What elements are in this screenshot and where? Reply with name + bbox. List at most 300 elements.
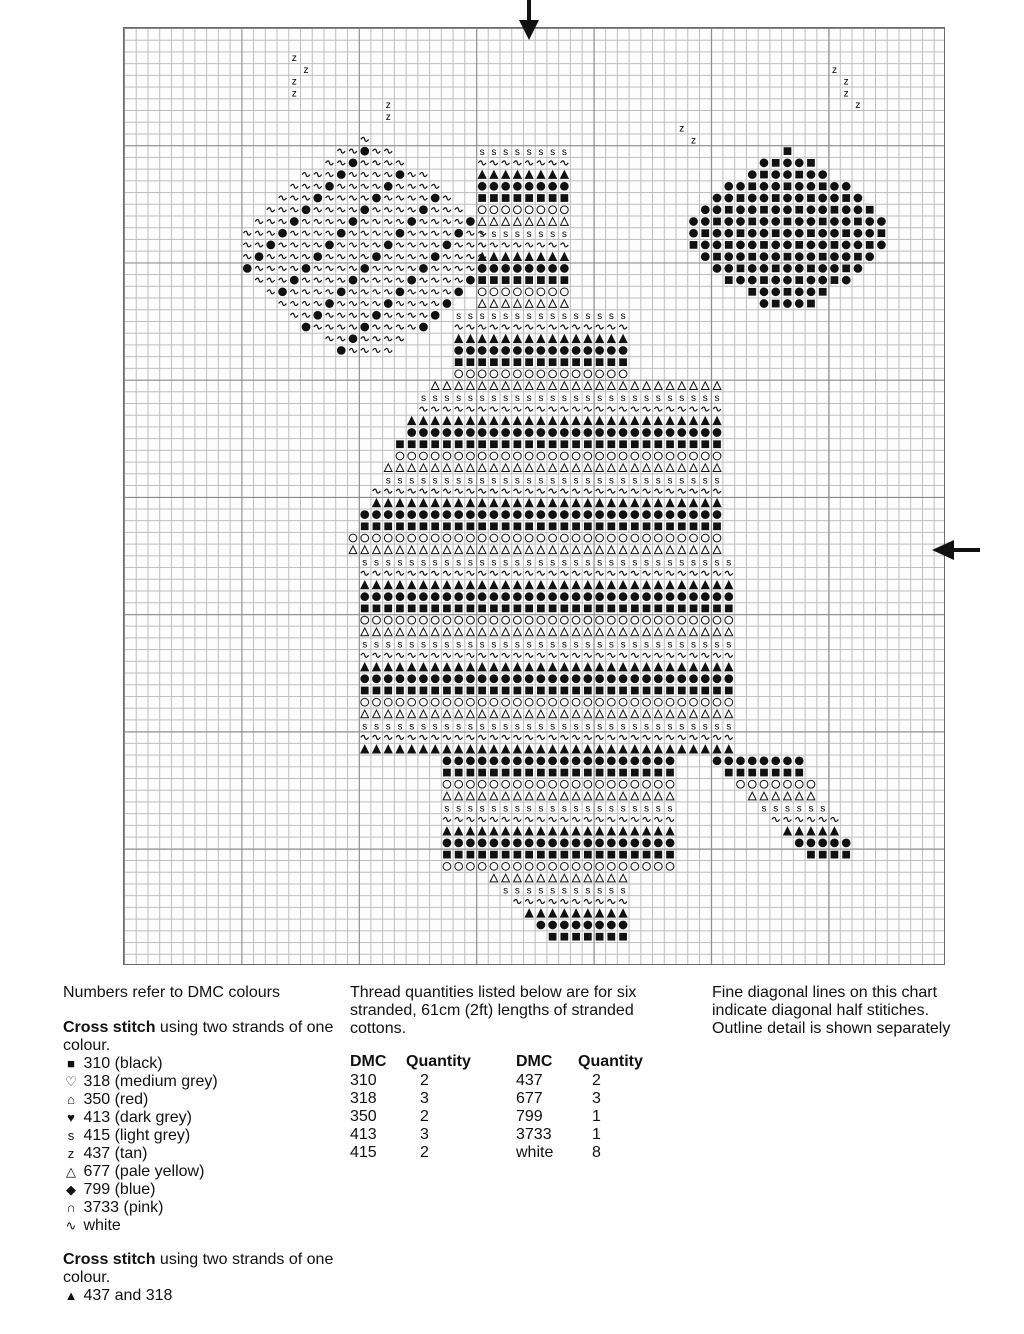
stitch-pale-yellow: [560, 300, 568, 308]
stitch-medium-grey: [596, 534, 604, 542]
filled-triangle-icon: ▲: [64, 1288, 78, 1303]
thread-note-text: Thread quantities listed below are for six stranded, 61cm (2ft) lengths of stranded cottons.: [350, 984, 637, 1037]
quantity-header-row: [350, 1052, 643, 1072]
stitch-white: [373, 208, 381, 212]
stitch-light-grey: s: [608, 803, 614, 815]
stitch-pale-yellow: [525, 464, 533, 472]
stitch-white: [408, 173, 416, 177]
stitch-white: [326, 290, 334, 294]
stitch-pale-yellow: [678, 464, 686, 472]
stitch-white: [384, 653, 392, 657]
stitch-white: [443, 255, 451, 259]
stitch-white: [337, 161, 345, 165]
stitch-medium-grey: [514, 862, 522, 870]
stitch-blend: [701, 663, 709, 671]
stitch-white: [326, 173, 334, 177]
stitch-blend: [490, 335, 498, 343]
stitch-pale-yellow: [537, 218, 545, 226]
stitch-blend: [666, 417, 674, 425]
stitch-black: [807, 300, 815, 308]
stitch-blend: [490, 581, 498, 589]
stitch-blend: [701, 499, 709, 507]
stitch-white: [420, 196, 428, 200]
stitch-black: [654, 605, 662, 613]
stitch-black: [478, 605, 486, 613]
stitch-medium-grey: [596, 862, 604, 870]
stitch-medium-grey: [654, 534, 662, 542]
stitch-dark-grey: [584, 839, 592, 847]
stitch-medium-grey: [584, 862, 592, 870]
stitch-dark-grey: [361, 511, 369, 519]
stitch-white: [654, 489, 662, 493]
stitch-tan: z: [291, 53, 297, 65]
stitch-dark-grey: [795, 194, 803, 202]
stitch-white: [384, 278, 392, 282]
stitch-light-grey: s: [467, 639, 473, 651]
stitch-black: [549, 687, 557, 695]
stitch-medium-grey: [572, 616, 580, 624]
stitch-white: [502, 817, 510, 821]
stitch-black: [443, 687, 451, 695]
stitch-medium-grey: [654, 452, 662, 460]
stitch-dark-grey: [373, 593, 381, 601]
center-arrow-right-icon: [932, 538, 980, 562]
stitch-pale-yellow: [560, 792, 568, 800]
stitch-white: [337, 313, 345, 317]
stitch-light-grey: s: [467, 393, 473, 405]
stitch-light-grey: s: [491, 146, 497, 158]
stitch-white: [431, 290, 439, 294]
stitch-blend: [607, 827, 615, 835]
stitch-dark-grey: [455, 675, 463, 683]
stitch-light-grey: s: [585, 393, 591, 405]
stitch-dark-grey: [737, 182, 745, 190]
stitch-pale-yellow: [537, 300, 545, 308]
stitch-medium-grey: [537, 698, 545, 706]
stitch-blend: [408, 499, 416, 507]
stitch-white: [349, 325, 357, 329]
stitch-dark-grey: [631, 429, 639, 437]
stitch-dark-grey: [302, 206, 310, 214]
stitch-dark-grey: [678, 511, 686, 519]
stitch-white: [560, 817, 568, 821]
stitch-dark-grey: [619, 593, 627, 601]
stitch-black: [643, 605, 651, 613]
stitch-light-grey: s: [385, 721, 391, 733]
stitch-medium-grey: [502, 616, 510, 624]
stitch-dark-grey: [760, 229, 768, 237]
stitch-dark-grey: [831, 182, 839, 190]
stitch-white: [514, 817, 522, 821]
stitch-pale-yellow: [349, 546, 357, 554]
stitch-white: [525, 489, 533, 493]
stitch-dark-grey: [455, 229, 463, 237]
stitch-medium-grey: [502, 534, 510, 542]
stitch-white: [490, 243, 498, 247]
stitch-blend: [713, 663, 721, 671]
stitch-medium-grey: [537, 288, 545, 296]
stitch-white: [619, 571, 627, 575]
stitch-dark-grey: [795, 159, 803, 167]
stitch-pale-yellow: [607, 628, 615, 636]
stitch-medium-grey: [619, 616, 627, 624]
stitch-white: [408, 255, 416, 259]
stitch-white: [443, 817, 451, 821]
stitch-medium-grey: [478, 288, 486, 296]
stitch-pale-yellow: [584, 628, 592, 636]
stitch-white: [408, 184, 416, 188]
stitch-pale-yellow: [748, 792, 756, 800]
stitch-light-grey: s: [456, 393, 462, 405]
stitch-pale-yellow: [549, 300, 557, 308]
stitch-dark-grey: [631, 593, 639, 601]
stitch-pale-yellow: [490, 874, 498, 882]
stitch-pale-yellow: [443, 710, 451, 718]
stitch-dark-grey: [384, 675, 392, 683]
stitch-pale-yellow: [631, 792, 639, 800]
stitch-medium-grey: [690, 534, 698, 542]
stitch-dark-grey: [279, 229, 287, 237]
stitch-pale-yellow: [690, 710, 698, 718]
stitch-dark-grey: [596, 429, 604, 437]
stitch-light-grey: s: [620, 393, 626, 405]
stitch-white: [408, 489, 416, 493]
dmc-cell: 677: [516, 1090, 543, 1107]
stitch-white: [373, 302, 381, 306]
stitch-black: [795, 276, 803, 284]
stitch-black: [854, 253, 862, 261]
stitch-medium-grey: [654, 698, 662, 706]
blended-heading-rest: using two strands of one colour.: [63, 1251, 334, 1286]
stitch-white: [455, 219, 463, 223]
stitch-light-grey: s: [702, 475, 708, 487]
stitch-medium-grey: [596, 452, 604, 460]
stitch-white: [725, 571, 733, 575]
stitch-medium-grey: [514, 534, 522, 542]
stitch-light-grey: s: [514, 229, 520, 241]
stitch-pale-yellow: [502, 874, 510, 882]
stitch-black: [443, 769, 451, 777]
stitch-dark-grey: [361, 147, 369, 155]
stitch-white: [690, 735, 698, 739]
stitch-white: [443, 407, 451, 411]
stitch-pale-yellow: [443, 546, 451, 554]
stitch-blend: [643, 663, 651, 671]
stitch-blend: [490, 171, 498, 179]
stitch-dark-grey: [772, 206, 780, 214]
stitch-light-grey: s: [491, 475, 497, 487]
stitch-black: [525, 605, 533, 613]
stitch-dark-grey: [807, 839, 815, 847]
stitch-pale-yellow: [631, 710, 639, 718]
stitch-black: [760, 241, 768, 249]
stitch-pale-yellow: [396, 710, 404, 718]
stitch-dark-grey: [337, 347, 345, 355]
stitch-white: [384, 489, 392, 493]
stitch-black: [455, 605, 463, 613]
stitch-pale-yellow: [490, 792, 498, 800]
stitch-white: [525, 407, 533, 411]
stitch-blend: [678, 581, 686, 589]
stitch-black: [514, 851, 522, 859]
stitch-white: [572, 653, 580, 657]
stitch-light-grey: s: [573, 639, 579, 651]
stitch-medium-grey: [607, 780, 615, 788]
stitch-blend: [690, 745, 698, 753]
stitch-white: [666, 735, 674, 739]
stitch-blend: [443, 663, 451, 671]
stitch-medium-grey: [478, 698, 486, 706]
stitch-light-grey: s: [397, 557, 403, 569]
stitch-light-grey: s: [679, 393, 685, 405]
stitch-blend: [572, 499, 580, 507]
stitch-dark-grey: [772, 757, 780, 765]
stitch-dark-grey: [549, 182, 557, 190]
stitch-dark-grey: [748, 757, 756, 765]
stitch-white: [455, 255, 463, 259]
stitch-white: [549, 653, 557, 657]
stitch-dark-grey: [443, 593, 451, 601]
stitch-dark-grey: [525, 511, 533, 519]
stitch-dark-grey: [549, 347, 557, 355]
stitch-pale-yellow: [654, 382, 662, 390]
stitch-medium-grey: [537, 206, 545, 214]
stitch-white: [337, 278, 345, 282]
stitch-white: [384, 348, 392, 352]
stitch-black: [443, 522, 451, 530]
stitch-black: [748, 769, 756, 777]
stitch-white: [314, 208, 322, 212]
stitch-white: [478, 243, 486, 247]
stitch-blend: [725, 581, 733, 589]
stitch-dark-grey: [560, 347, 568, 355]
stitch-medium-grey: [654, 862, 662, 870]
stitch-light-grey: s: [467, 311, 473, 323]
stitch-white: [337, 149, 345, 153]
stitch-white: [607, 817, 615, 821]
stitch-white: [361, 255, 369, 259]
stitch-blend: [525, 827, 533, 835]
stitch-light-grey: s: [561, 393, 567, 405]
stitch-dark-grey: [643, 429, 651, 437]
stitch-black: [725, 687, 733, 695]
stitch-white: [467, 266, 475, 270]
stitch-white: [690, 407, 698, 411]
stitch-white: [584, 900, 592, 904]
stitch-white: [467, 231, 475, 235]
stitch-black: [455, 358, 463, 366]
stitch-white: [373, 653, 381, 657]
stitch-black: [408, 440, 416, 448]
stitch-pale-yellow: [408, 710, 416, 718]
stitch-black: [514, 687, 522, 695]
stitch-blend: [525, 663, 533, 671]
stitch-white: [467, 735, 475, 739]
quantity-cell: 2: [420, 1108, 429, 1125]
stitch-dark-grey: [643, 675, 651, 683]
stitch-black: [572, 851, 580, 859]
stitch-white: [373, 348, 381, 352]
stitch-dark-grey: [373, 511, 381, 519]
stitch-medium-grey: [373, 698, 381, 706]
stitch-light-grey: s: [597, 393, 603, 405]
stitch-medium-grey: [514, 370, 522, 378]
stitch-blend: [420, 499, 428, 507]
stitch-white: [514, 489, 522, 493]
stitch-pale-yellow: [514, 874, 522, 882]
stitch-medium-grey: [525, 288, 533, 296]
stitch-white: [384, 219, 392, 223]
stitch-blend: [619, 663, 627, 671]
stitch-dark-grey: [654, 675, 662, 683]
stitch-white: [537, 325, 545, 329]
stitch-white: [337, 302, 345, 306]
stitch-white: [455, 735, 463, 739]
stitch-white: [549, 900, 557, 904]
stitch-dark-grey: [408, 218, 416, 226]
stitch-black: [643, 687, 651, 695]
quantity-row: [350, 1108, 643, 1126]
stitch-black: [737, 229, 745, 237]
stitch-black: [373, 605, 381, 613]
stitch-black: [560, 851, 568, 859]
stitch-white: [396, 337, 404, 341]
legend-block: [63, 1019, 343, 1305]
stitch-white: [584, 817, 592, 821]
stitch-black: [478, 440, 486, 448]
stitch-light-grey: s: [620, 475, 626, 487]
stitch-white: [607, 325, 615, 329]
stitch-dark-grey: [455, 593, 463, 601]
stitch-white: [373, 231, 381, 235]
stitch-black: [384, 605, 392, 613]
stitch-white: [349, 313, 357, 317]
stitch-pale-yellow: [514, 792, 522, 800]
stitch-black: [690, 440, 698, 448]
stitch-medium-grey: [619, 780, 627, 788]
stitch-pale-yellow: [420, 710, 428, 718]
stitch-black: [490, 358, 498, 366]
stitch-dark-grey: [514, 593, 522, 601]
stitch-white: [537, 817, 545, 821]
stitch-dark-grey: [478, 675, 486, 683]
stitch-white: [560, 900, 568, 904]
stitch-dark-grey: [408, 429, 416, 437]
stitch-light-grey: s: [432, 393, 438, 405]
stitch-blend: [596, 499, 604, 507]
stitch-medium-grey: [549, 698, 557, 706]
stitch-black: [596, 358, 604, 366]
stitch-blend: [373, 745, 381, 753]
stitch-dark-grey: [619, 757, 627, 765]
stitch-black: [701, 440, 709, 448]
stitch-white: [384, 149, 392, 153]
stitch-black: [713, 440, 721, 448]
stitch-dark-grey: [643, 511, 651, 519]
stitch-white: [514, 571, 522, 575]
legend-item-text: white: [83, 1217, 121, 1234]
stitch-black: [666, 605, 674, 613]
stitch-blend: [678, 663, 686, 671]
stitch-pale-yellow: [467, 464, 475, 472]
stitch-dark-grey: [737, 757, 745, 765]
stitch-dark-grey: [760, 194, 768, 202]
stitch-dark-grey: [619, 429, 627, 437]
stitch-white: [373, 243, 381, 247]
stitch-dark-grey: [607, 757, 615, 765]
stitch-light-grey: s: [561, 229, 567, 241]
stitch-black: [854, 218, 862, 226]
stitch-medium-grey: [525, 780, 533, 788]
stitch-black: [725, 605, 733, 613]
stitch-light-grey: s: [597, 639, 603, 651]
stitch-light-grey: s: [550, 639, 556, 651]
stitch-light-grey: s: [409, 475, 415, 487]
stitch-pale-yellow: [560, 628, 568, 636]
stitch-pale-yellow: [502, 464, 510, 472]
stitch-white: [701, 571, 709, 575]
stitch-black: [549, 194, 557, 202]
stitch-medium-grey: [713, 698, 721, 706]
stitch-blend: [713, 499, 721, 507]
stitch-medium-grey: [666, 616, 674, 624]
stitch-light-grey: s: [585, 475, 591, 487]
stitch-dark-grey: [701, 253, 709, 261]
stitch-white: [490, 489, 498, 493]
stitch-black: [666, 440, 674, 448]
stitch-dark-grey: [279, 288, 287, 296]
stitch-light-grey: s: [561, 639, 567, 651]
stitch-medium-grey: [537, 452, 545, 460]
stitch-dark-grey: [443, 429, 451, 437]
stitch-light-grey: s: [467, 721, 473, 733]
stitch-dark-grey: [831, 229, 839, 237]
stitch-white: [619, 489, 627, 493]
stitch-blend: [525, 581, 533, 589]
stitch-black: [420, 440, 428, 448]
stitch-black: [478, 769, 486, 777]
stitch-dark-grey: [831, 218, 839, 226]
stitch-dark-grey: [408, 511, 416, 519]
blended-list: [63, 1287, 343, 1305]
stitch-pale-yellow: [701, 628, 709, 636]
stitch-white: [396, 208, 404, 212]
stitch-black: [560, 933, 568, 941]
legend-item-text: 799 (blue): [83, 1181, 156, 1198]
stitch-white: [302, 302, 310, 306]
stitch-white: [478, 735, 486, 739]
dmc-cell: 415: [350, 1144, 377, 1161]
stitch-black: [643, 769, 651, 777]
stitch-light-grey: s: [550, 229, 556, 241]
stitch-black: [807, 229, 815, 237]
stitch-light-grey: s: [585, 803, 591, 815]
stitch-dark-grey: [584, 921, 592, 929]
stitch-white: [431, 302, 439, 306]
stitch-light-grey: s: [632, 639, 638, 651]
stitch-white: [420, 313, 428, 317]
stitch-pale-yellow: [467, 546, 475, 554]
stitch-black: [619, 769, 627, 777]
dmc-cell: white: [516, 1144, 554, 1161]
stitch-dark-grey: [455, 429, 463, 437]
stitch-light-grey: s: [550, 885, 556, 897]
stitch-light-grey: s: [561, 311, 567, 323]
stitch-white: [502, 407, 510, 411]
stitch-light-grey: s: [479, 803, 485, 815]
stitch-tan: z: [855, 100, 861, 112]
stitch-dark-grey: [549, 511, 557, 519]
